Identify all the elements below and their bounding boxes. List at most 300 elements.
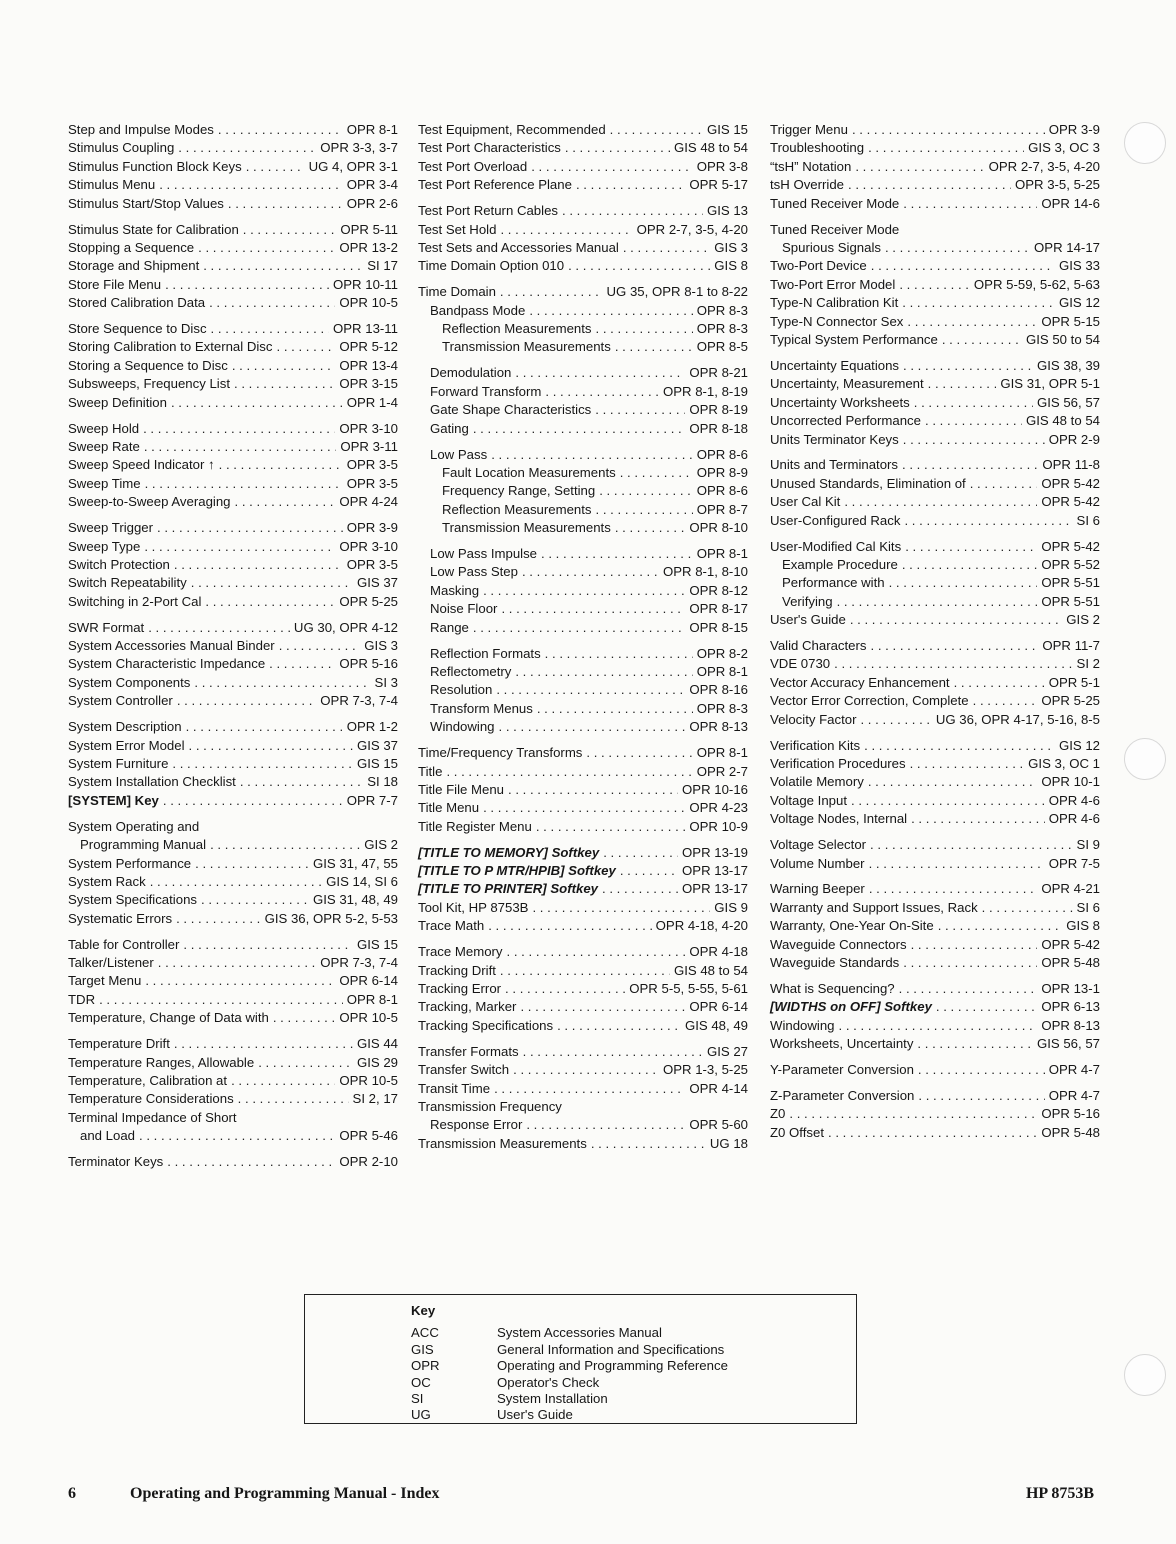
leader-dots [586,744,692,762]
leader-dots [523,1043,703,1061]
leader-dots [595,401,685,419]
leader-dots [158,954,317,972]
index-term: Gating [430,420,469,436]
index-reference: OPR 13-11 [333,321,398,337]
index-term: Units and Terminators [770,457,899,473]
index-entry [418,862,748,880]
index-entry [68,1072,398,1090]
index-term: System Specifications [68,892,197,908]
index-term: Talker/Listener [68,955,154,971]
index-entry [770,936,1100,954]
index-reference: GIS 48, 49 [684,1017,748,1033]
footer-title: Operating and Programming Manual - Index [130,1485,440,1502]
leader-dots [258,1054,353,1072]
leader-dots [499,718,686,736]
index-term: Vector Accuracy Enhancement [770,674,950,690]
index-entry [770,493,1100,511]
index-entry [418,283,748,301]
index-entry [418,482,748,500]
index-entry [418,582,748,600]
leader-dots [914,394,1033,412]
index-term: Z0 [770,1106,786,1122]
index-term: SWR Format [68,619,145,635]
index-reference: OPR 8-13 [689,719,748,735]
index-entry [770,239,1100,257]
index-entry [770,674,1100,692]
leader-dots [520,998,685,1016]
leader-dots [899,276,970,294]
index-reference: GIS 33 [1058,258,1100,274]
leader-dots [844,493,1037,511]
leader-dots [904,512,1072,530]
leader-dots [620,464,693,482]
index-entry [770,773,1100,791]
index-entry [68,294,398,312]
leader-dots [911,936,1038,954]
index-reference: OPR 5-5, 5-55, 5-61 [629,980,748,996]
index-reference: OPR 2-6 [346,195,398,211]
binder-hole-middle [1124,738,1166,780]
index-reference: OPR 1-4 [346,394,398,410]
leader-dots [903,954,1037,972]
index-entry [770,1087,1100,1105]
index-entry [418,563,748,581]
leader-dots [610,121,703,139]
index-entry [418,139,748,157]
index-reference: OPR 7-7 [346,792,398,808]
index-entry [68,195,398,213]
key-row [411,1375,856,1391]
index-term: Test Set Hold [418,221,497,237]
index-reference: OPR 4-18, 4-20 [655,918,748,934]
leader-dots [165,276,329,294]
index-entry [418,1043,748,1061]
index-reference: SI 17 [367,258,398,274]
index-reference: OPR 10-1 [1041,774,1100,790]
leader-dots [596,501,693,519]
index-reference: OPR 8-12 [689,582,748,598]
index-reference: GIS 31, 48, 49 [312,892,398,908]
index-reference: OPR 5-52 [1041,556,1100,572]
index-entry [68,139,398,157]
index-entry [770,611,1100,629]
index-entry [418,799,748,817]
leader-dots [954,674,1045,692]
index-term: Forward Transform [430,383,542,399]
index-term: Uncertainty Worksheets [770,394,910,410]
index-term: Worksheets, Uncertainty [770,1036,914,1052]
index-reference: GIS 48 to 54 [1025,413,1100,429]
leader-dots [211,320,329,338]
leader-dots [198,239,335,257]
leader-dots [918,1061,1045,1079]
index-reference: OPR 4-21 [1041,881,1100,897]
leader-dots [219,456,343,474]
index-entry [418,943,748,961]
index-reference: OPR 5-51 [1041,575,1100,591]
index-reference: OPR 3-4 [346,177,398,193]
key-abbr: SI [411,1391,424,1407]
index-term: “tsH” Notation [770,158,852,174]
key-row [411,1391,856,1407]
index-term: Sweep Hold [68,420,140,436]
index-term: Test Sets and Accessories Manual [418,239,619,255]
leader-dots [568,257,710,275]
index-reference: OPR 8-1 [696,546,748,562]
index-entry [418,302,748,320]
index-entry [68,619,398,637]
index-entry [770,176,1100,194]
index-entry [68,574,398,592]
leader-dots [174,556,343,574]
index-entry [68,910,398,928]
index-term: Uncertainty, Measurement [770,376,924,392]
index-reference: GIS 3, OC 3 [1028,140,1100,156]
leader-dots [500,962,670,980]
index-entry [68,692,398,710]
key-row [411,1325,856,1341]
index-term: Fault Location Measurements [442,464,616,480]
index-term: Uncorrected Performance [770,413,921,429]
leader-dots [899,980,1038,998]
index-entry [68,936,398,954]
leader-dots [925,412,1022,430]
leader-dots [269,655,335,673]
leader-dots [143,420,335,438]
index-reference: OPR 2-7 [696,763,748,779]
index-heading: Tuned Receiver Mode [770,221,900,237]
index-entry [418,338,748,356]
index-reference: OPR 2-9 [1048,431,1100,447]
index-entry [770,412,1100,430]
index-term: Target Menu [68,973,142,989]
leader-dots [145,972,335,990]
index-entry [68,420,398,438]
leader-dots [576,176,685,194]
index-entry [770,1035,1100,1053]
index-term: Terminator Keys [68,1154,164,1170]
index-term: Sweep Definition [68,394,167,410]
leader-dots [186,718,343,736]
index-term: [WIDTHS on OFF] Softkey [770,999,932,1015]
index-entry [418,519,748,537]
index-reference: UG 18 [709,1135,748,1151]
index-entry [770,692,1100,710]
index-reference: OPR 13-1 [1041,980,1100,996]
index-term: Noise Floor [430,601,498,617]
index-entry [68,556,398,574]
index-entry [770,1061,1100,1079]
index-reference: OPR 3-5 [346,457,398,473]
leader-dots [194,674,370,692]
leader-dots [970,475,1038,493]
index-reference: OPR 2-10 [339,1154,398,1170]
index-term: Waveguide Connectors [770,936,907,952]
index-entry [770,637,1100,655]
index-term: Tracking Specifications [418,1017,554,1033]
index-entry [770,755,1100,773]
index-term: Stored Calibration Data [68,295,206,311]
index-term: Storage and Shipment [68,258,200,274]
index-reference: OPR 5-42 [1041,475,1100,491]
index-entry [418,763,748,781]
leader-dots [860,711,931,729]
index-entry [68,718,398,736]
index-reference: GIS 29 [356,1054,398,1070]
index-reference: OPR 8-13 [1041,1017,1100,1033]
index-entry [68,493,398,511]
index-entry [418,1061,748,1079]
index-term: [TITLE TO PRINTER] Softkey [418,881,598,897]
index-reference: OPR 8-21 [689,365,748,381]
index-term: Subsweeps, Frequency List [68,376,230,392]
index-entry [770,475,1100,493]
index-entry [68,438,398,456]
index-entry [770,899,1100,917]
leader-dots [541,545,693,563]
index-entry [68,239,398,257]
index-reference: GIS 12 [1058,295,1100,311]
index-entry [770,954,1100,972]
index-term: System Performance [68,855,192,871]
index-term: Title File Menu [418,781,504,797]
index-entry [68,519,398,537]
leader-dots [513,1061,659,1079]
index-reference: OPR 10-5 [339,295,398,311]
index-entry [770,1105,1100,1123]
index-reference: GIS 8 [1066,918,1100,934]
index-term: Low Pass [430,446,488,462]
index-entry [418,700,748,718]
index-term: [TITLE TO MEMORY] Softkey [418,844,600,860]
index-entry [770,456,1100,474]
index-term: Transfer Switch [418,1062,510,1078]
index-reference: OPR 8-1 [696,663,748,679]
index-entry [68,276,398,294]
leader-dots [868,139,1024,157]
index-entry [770,711,1100,729]
index-term: Temperature Ranges, Allowable [68,1054,255,1070]
index-reference: OPR 5-15 [1041,313,1100,329]
index-entry [68,538,398,556]
index-entry [770,512,1100,530]
index-term: Tracking Drift [418,962,496,978]
index-column-1 [68,121,398,1172]
index-term: Trigger Menu [770,122,848,137]
index-reference: GIS 56, 57 [1036,394,1100,410]
index-term: Stimulus Start/Stop Values [68,195,224,211]
leader-dots [565,139,670,157]
index-entry [418,998,748,1016]
index-reference: OPR 8-2 [696,645,748,661]
index-reference: OPR 8-9 [696,464,748,480]
index-term: Voltage Input [770,792,847,808]
leader-dots [902,456,1038,474]
index-term: Bandpass Mode [430,302,526,318]
leader-dots [522,563,659,581]
index-term: Title Register Menu [418,818,532,834]
leader-dots [902,294,1055,312]
index-entry [68,375,398,393]
index-term: Z-Parameter Conversion [770,1088,915,1103]
index-reference: OPR 8-18 [689,420,748,436]
index-heading: Terminal Impedance of Short [68,1109,237,1125]
index-reference: OPR 8-6 [696,483,748,499]
index-entry [68,655,398,673]
index-reference: OPR 13-4 [339,357,398,373]
leader-dots [537,700,693,718]
index-entry [418,401,748,419]
leader-dots [205,593,335,611]
index-term: System Error Model [68,737,185,753]
index-term: Transmission Measurements [418,1135,587,1151]
index-entry [68,1153,398,1171]
leader-dots [837,593,1038,611]
binder-hole-bottom [1124,1354,1166,1396]
leader-dots [500,283,603,301]
index-entry [68,637,398,655]
leader-dots [850,611,1062,629]
index-reference: OPR 5-48 [1041,1124,1100,1140]
leader-dots [231,1072,335,1090]
index-entry [68,954,398,972]
index-reference: GIS 3 [364,638,398,654]
leader-dots [917,1035,1033,1053]
leader-dots [851,792,1045,810]
leader-dots [928,375,997,393]
index-term: Uncertainty Equations [770,357,900,373]
index-entry [418,364,748,382]
leader-dots [620,862,678,880]
index-term: Warranty, One-Year On-Site [770,918,934,934]
index-term: Systematic Errors [68,910,173,926]
index-reference: OPR 6-14 [339,973,398,989]
index-entry [770,139,1100,157]
index-entry [418,202,748,220]
index-reference: OPR 11-7 [1042,638,1100,654]
index-entry [770,917,1100,935]
index-entry [418,899,748,917]
index-term: Sweep Trigger [68,520,154,536]
index-entry [770,1017,1100,1035]
index-reference: OPR 8-7 [696,501,748,517]
index-term: Low Pass Impulse [430,546,538,562]
index-term: Frequency Range, Setting [442,483,596,499]
index-entry [418,501,748,519]
leader-dots [848,176,1011,194]
index-entry [770,1124,1100,1142]
footer-product: HP 8753B [1025,1485,1094,1502]
index-term: Test Port Return Cables [418,203,558,219]
index-reference: OPR 5-16 [339,656,398,672]
index-reference: OPR 8-6 [696,446,748,462]
index-term: Transit Time [418,1080,491,1096]
index-reference: OPR 3-8 [696,158,748,174]
index-reference: OPR 3-3, 3-7 [320,140,398,156]
leader-dots [903,195,1037,213]
leader-dots [868,773,1038,791]
leader-dots [203,257,363,275]
index-term: Title Menu [418,800,480,816]
index-term: TDR [68,991,96,1007]
key-meaning: General Information and Specifications [497,1341,725,1357]
index-term: Transmission Measurements [442,520,611,536]
index-term: Windowing [770,1017,835,1033]
index-reference: GIS 38, 39 [1036,357,1100,373]
index-term: Table for Controller [68,936,180,952]
index-reference: GIS 27 [706,1043,748,1059]
index-reference: SI 2 [1076,656,1100,672]
index-term: Test Port Characteristics [418,140,561,156]
index-reference: OPR 4-24 [339,494,398,510]
index-term: Temperature Drift [68,1036,170,1052]
index-term: Verification Kits [770,737,861,753]
index-entry [770,855,1100,873]
leader-dots [145,475,343,493]
leader-dots [902,556,1038,574]
key-meaning: System Accessories Manual [497,1325,662,1341]
index-entry [770,810,1100,828]
leader-dots [508,781,678,799]
index-term: Verification Procedures [770,756,906,771]
index-entry [418,121,748,139]
index-reference: OPR 1-2 [346,719,398,735]
index-term: Waveguide Standards [770,955,900,971]
index-reference: OPR 13-17 [682,881,748,897]
index-term: Storing a Sequence to Disc [68,357,228,373]
index-entry [418,446,748,464]
index-entry [68,121,398,139]
index-entry [68,972,398,990]
index-reference: OPR 4-18 [689,944,748,960]
index-reference: OPR 8-19 [689,402,748,418]
leader-dots [139,1127,335,1145]
index-reference: OPR 4-6 [1048,792,1100,808]
index-reference: OPR 8-1, 8-10 [662,564,748,580]
leader-dots [871,637,1039,655]
index-term: Sweep Speed Indicator ↑ [68,457,215,473]
index-entry [770,980,1100,998]
leader-dots [531,158,692,176]
index-reference: OPR 4-14 [689,1080,748,1096]
key-row [411,1342,856,1358]
key-abbr: OC [411,1374,431,1390]
index-reference: UG 30, OPR 4-12 [293,619,398,635]
index-term: Time Domain Option 010 [418,258,565,274]
index-reference: OPR 5-42 [1041,936,1100,952]
index-entry [68,891,398,909]
index-reference: OPR 1-3, 5-25 [662,1062,748,1078]
index-entry [770,836,1100,854]
leader-dots [910,755,1025,773]
index-term: Troubleshooting [770,140,865,156]
index-reference: OPR 5-12 [339,339,398,355]
index-reference: OPR 4-6 [1048,811,1100,827]
index-term: System Rack [68,873,146,889]
index-term: Step and Impulse Modes [68,122,214,137]
index-entry [418,158,748,176]
leader-dots [176,910,261,928]
leader-dots [446,763,692,781]
leader-dots [99,991,343,1009]
leader-dots [938,917,1063,935]
leader-dots [864,737,1055,755]
key-row [411,1358,856,1374]
index-reference: OPR 5-59, 5-62, 5-63 [973,276,1100,292]
index-entry [68,593,398,611]
index-reference: GIS 36, OPR 5-2, 5-53 [264,910,398,926]
index-entry [770,375,1100,393]
